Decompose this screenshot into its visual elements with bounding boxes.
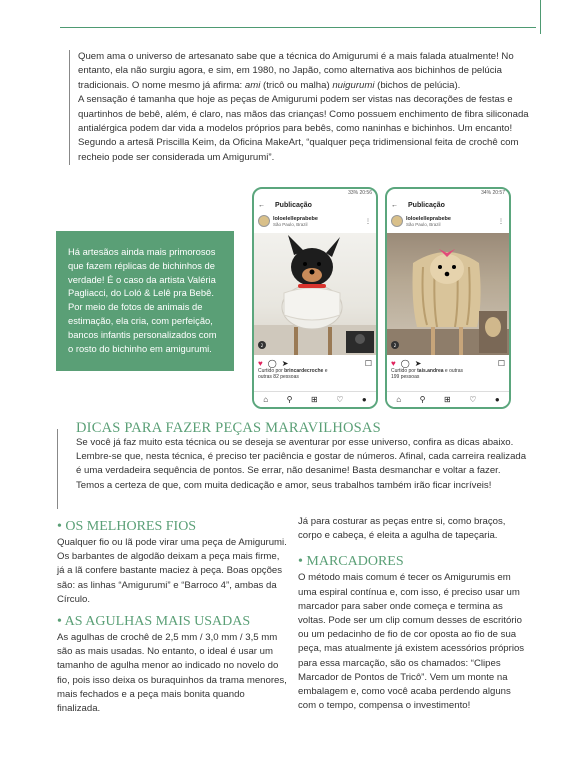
comment-icon[interactable]: ◯ — [400, 358, 410, 368]
term-nuigurumi-gloss: (bichos de pelúcia). — [374, 79, 461, 91]
likes-prefix: Curtido por — [391, 368, 418, 374]
app-bar — [254, 198, 376, 212]
home-icon[interactable]: ⌂ — [263, 395, 269, 404]
activity-icon[interactable]: ♡ — [336, 395, 344, 404]
location: São Paulo, Brazil — [406, 221, 441, 227]
post-title: Publicação — [275, 201, 312, 209]
costura-body: Já para costurar as peças entre si, como braços, corpo e cabeça, é eleita a agulha de tapeçaria. — [298, 516, 506, 542]
tips-body: Se você já faz muito esta técnica ou se deseja se aventurar por esse universo, confira as dicas abaixo. Lembre-se que, nesta técnica, é preciso ter paciência e gostar de números. Afinal, cada carreira realizada é uma verdadeira sequência de pontos. Se errar, não desanime! Basta desmanchar e voltar a fazer. Temos a certeza de que, com muita dedicação e amor, seus trabalhos também irão ficar incríveis! — [76, 437, 527, 491]
marcadores-heading — [298, 553, 530, 571]
term-ami-gloss: (tricô ou malha) — [260, 79, 333, 91]
post-photo — [254, 233, 376, 355]
instagram-post-1 — [252, 187, 378, 409]
comment-icon[interactable]: ◯ — [267, 358, 277, 368]
marcadores-title: MARCADORES — [306, 554, 404, 570]
more-icon[interactable]: ⋮ — [498, 218, 504, 225]
agulhas-title: AS AGULHAS MAIS USADAS — [64, 614, 251, 630]
more-icon[interactable]: ⋮ — [365, 218, 371, 225]
status-bar: 34% 20:57 — [481, 190, 505, 196]
bottom-nav — [254, 391, 376, 407]
avatar[interactable] — [258, 215, 270, 227]
post-photo — [387, 233, 509, 355]
bookmark-icon[interactable]: ☐ — [497, 358, 505, 368]
bullet-icon: • — [57, 519, 66, 534]
search-icon[interactable]: ⚲ — [419, 395, 426, 404]
right-column — [298, 515, 530, 713]
app-bar — [387, 198, 509, 212]
share-icon[interactable]: ➤ — [281, 358, 289, 368]
section-divider — [57, 429, 58, 509]
intro-paragraph-3: Segundo a artesã Priscilla Keim, da Oficina MakeArt, “qualquer peça tridimensional feita de crochê com recheio pode ser considerada um Amigurumi”. — [78, 137, 519, 163]
location: São Paulo, Brazil — [273, 221, 308, 227]
intro-text — [69, 50, 529, 165]
fios-heading — [57, 518, 289, 536]
top-rule — [60, 27, 536, 28]
callout-text: Há artesãos ainda mais primorosos que fazem réplicas de bichinhos de verdade! É o caso da artista Valéria Pagliacci, do Loló & Lelê pra Bebê. Por meio de fotos de animais de estimação, ela cria, com perfeição, bancos infantis personalizados com o rosto do bichinho em amigurumi. — [68, 246, 217, 354]
likes-prefix: Curtido por — [258, 368, 285, 374]
likes-suffix: e outras — [443, 368, 463, 374]
search-icon[interactable]: ⚲ — [286, 395, 293, 404]
post-header — [387, 212, 509, 230]
liked-by-user[interactable]: brincardecroche — [284, 368, 324, 374]
add-icon[interactable]: ⊞ — [443, 395, 451, 404]
bottom-nav — [387, 391, 509, 407]
likes-suffix: e — [323, 368, 328, 374]
username[interactable]: loloelelleprabebe — [273, 215, 318, 222]
term-nuigurumi: nuigurumi — [332, 79, 375, 91]
instagram-post-2 — [385, 187, 511, 409]
fios-body: Qualquer fio ou lã pode virar uma peça de Amigurumi. Os barbantes de algodão deixam a peça mais firme, já a lã confere bastante maciez à peça. Boas opções são: as linhas “Amigurumi” e “Barroco 4”, ambas da Círculo. — [57, 537, 287, 605]
amigurumi-dog-image — [254, 233, 376, 355]
activity-icon[interactable]: ♡ — [469, 395, 477, 404]
term-ami: ami — [244, 79, 261, 91]
profile-icon[interactable]: ● — [494, 395, 500, 404]
liked-by-user[interactable]: tais.andrea — [417, 368, 444, 374]
bullet-icon: • — [57, 614, 65, 630]
post-title: Publicação — [408, 201, 445, 209]
likes-others[interactable]: outras 82 pessoas — [258, 374, 299, 380]
likes-others[interactable]: 199 pessoas — [391, 374, 420, 380]
home-icon[interactable]: ⌂ — [396, 395, 402, 404]
svg-text:2: 2 — [393, 343, 397, 348]
corner-rule — [540, 0, 541, 34]
intro-p1-text: Quem ama o universo de artesanato sabe que a técnica do Amigurumi é a mais falada atualmente! No entanto, ela não surgiu agora, e sim, em 1980, no Japão, como alternativa aos bichinhos de pelúcia tradicionais. O nome mesmo já afirma: — [78, 51, 514, 91]
marcadores-body: O método mais comum é tecer os Amigurumis em uma espiral contínua e, com isso, é preciso usar um marcador para saber onde começa e termina as voltas. Pode ser um clip comum desses de escritório ou um pedacinho de fio de cor oposta ao fio de sua peça, mas atualmente já existem acessórios próprios para essa marcação, são os chamados: “Clipes Marcador de Pontos de Tricô”. Vem um monte na embalagem e, como você acaba perdendo alguns com o tempo, compensa o investimento! — [298, 572, 525, 712]
callout-box — [56, 231, 234, 371]
avatar[interactable] — [391, 215, 403, 227]
intro-paragraph-1 — [78, 50, 529, 93]
username[interactable]: loloelelleprabebe — [406, 215, 451, 222]
left-column — [57, 518, 289, 716]
bookmark-icon[interactable]: ☐ — [364, 358, 372, 368]
bullet-icon: • — [298, 554, 307, 570]
back-arrow-icon[interactable]: ← — [391, 201, 398, 209]
back-arrow-icon[interactable]: ← — [258, 201, 265, 209]
agulhas-heading — [57, 613, 289, 631]
heart-icon[interactable]: ♥ — [391, 358, 396, 368]
amigurumi-yorkshire-image — [387, 233, 509, 355]
profile-icon[interactable]: ● — [361, 395, 367, 404]
post-actions — [387, 355, 509, 368]
fios-title: OS MELHORES FIOS — [65, 519, 197, 534]
post-actions — [254, 355, 376, 368]
status-bar: 33% 20:56 — [348, 190, 372, 196]
heart-icon[interactable]: ♥ — [258, 358, 263, 368]
intro-paragraph-2: A sensação é tamanha que hoje as peças de Amigurumi podem ser vistas nas decorações de festas e quartinhos de bebê, além, é claro, nas mãos das crianças! Como possuem enchimento de fibra siliconada antialérgica podem dar vida a modelos próprios para bebês, como naninhas e bichinhos. Um encanto! — [78, 94, 529, 135]
share-icon[interactable]: ➤ — [414, 358, 422, 368]
post-header — [254, 212, 376, 230]
svg-text:2: 2 — [260, 343, 264, 348]
tips-title: DICAS PARA FAZER PEÇAS MARAVILHOSAS — [76, 420, 381, 436]
add-icon[interactable]: ⊞ — [310, 395, 318, 404]
agulhas-body: As agulhas de crochê de 2,5 mm / 3,0 mm / 3,5 mm são as mais usadas. No entanto, o ideal é usar um tamanho de agulha menor ao indicado no novelo do fio, pois isso deixa os buraquinhos da trama menores, mais fechados e a peça mais bonita quando finalizada. — [57, 632, 287, 715]
